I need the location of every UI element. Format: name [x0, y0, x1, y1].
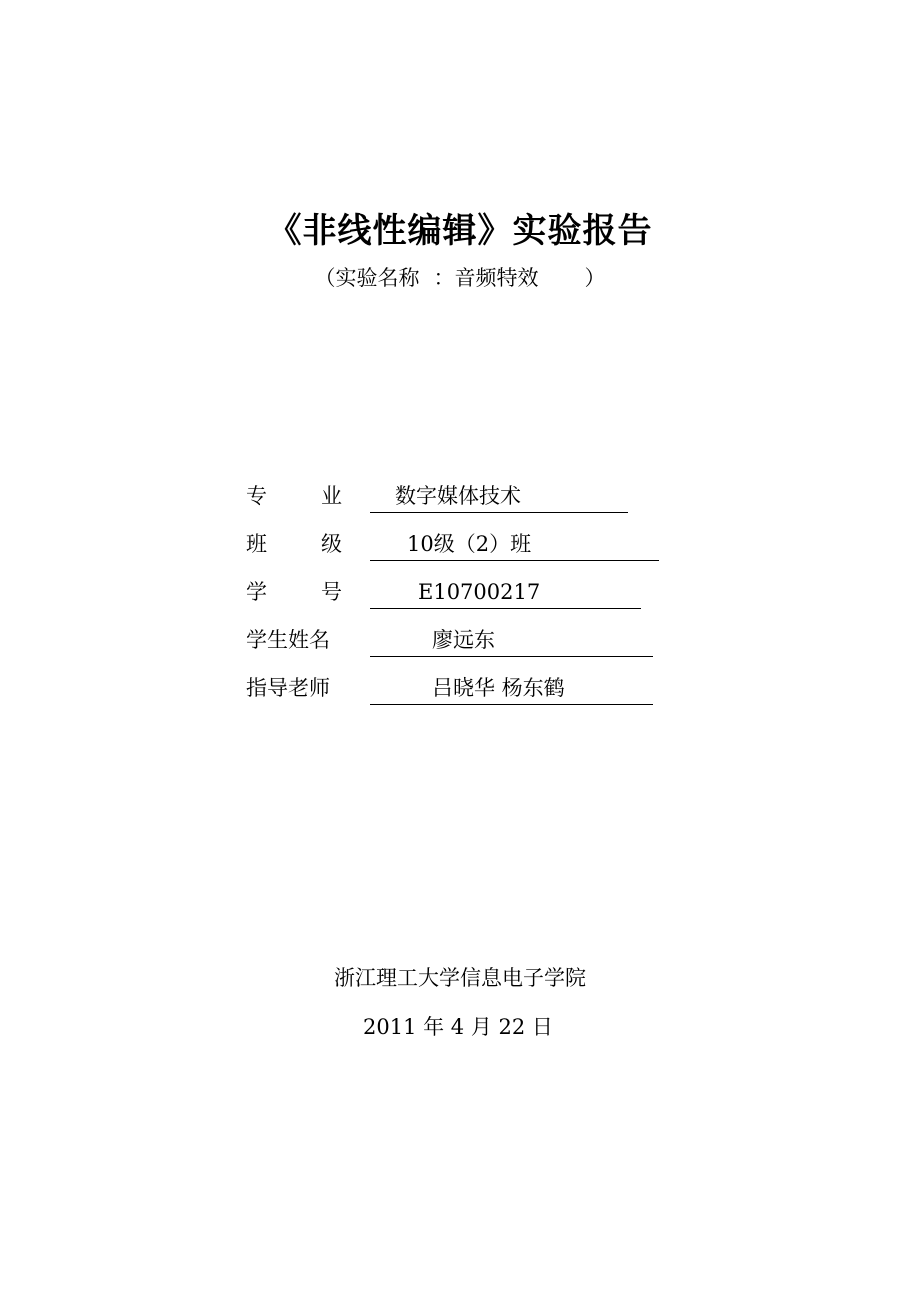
student-id-value: E10700217	[418, 580, 541, 604]
advisor-value: 吕晓华 杨东鹤	[432, 676, 565, 700]
school-name: 浙江理工大学信息电子学院	[334, 966, 586, 990]
experiment-name-value: 音频特效	[454, 266, 539, 290]
student-id-label-char-1: 学	[246, 580, 267, 604]
experiment-name-close: ）	[584, 266, 606, 290]
report-title: 《非线性编辑》实验报告	[267, 211, 653, 251]
class-label-char-2: 级	[321, 532, 342, 556]
class-field	[370, 526, 659, 561]
major-value: 数字媒体技术	[395, 484, 521, 508]
student-name-row	[246, 622, 686, 670]
experiment-name-line	[0, 262, 920, 294]
major-label-char-2: 业	[321, 484, 342, 508]
student-id-label-char-2: 号	[321, 580, 342, 604]
major-row	[246, 478, 686, 526]
class-row	[246, 526, 686, 574]
student-info-block	[246, 478, 686, 718]
class-label-char-1: 班	[246, 532, 267, 556]
class-value: 10级（2）班	[407, 532, 532, 556]
report-date: 2011 年 4 月 22 日	[363, 1015, 553, 1039]
major-label-char-1: 专	[246, 484, 267, 508]
major-field	[370, 478, 628, 513]
experiment-name-label: （实验名称	[314, 266, 420, 290]
experiment-name-colon: ：	[433, 266, 455, 290]
student-id-field	[370, 574, 641, 609]
student-name-label: 学生姓名	[246, 628, 330, 652]
advisor-label: 指导老师	[246, 676, 330, 700]
student-id-row	[246, 574, 686, 622]
advisor-row	[246, 670, 686, 718]
advisor-field	[370, 670, 653, 705]
student-name-field	[370, 622, 653, 657]
student-name-value: 廖远东	[432, 628, 495, 652]
